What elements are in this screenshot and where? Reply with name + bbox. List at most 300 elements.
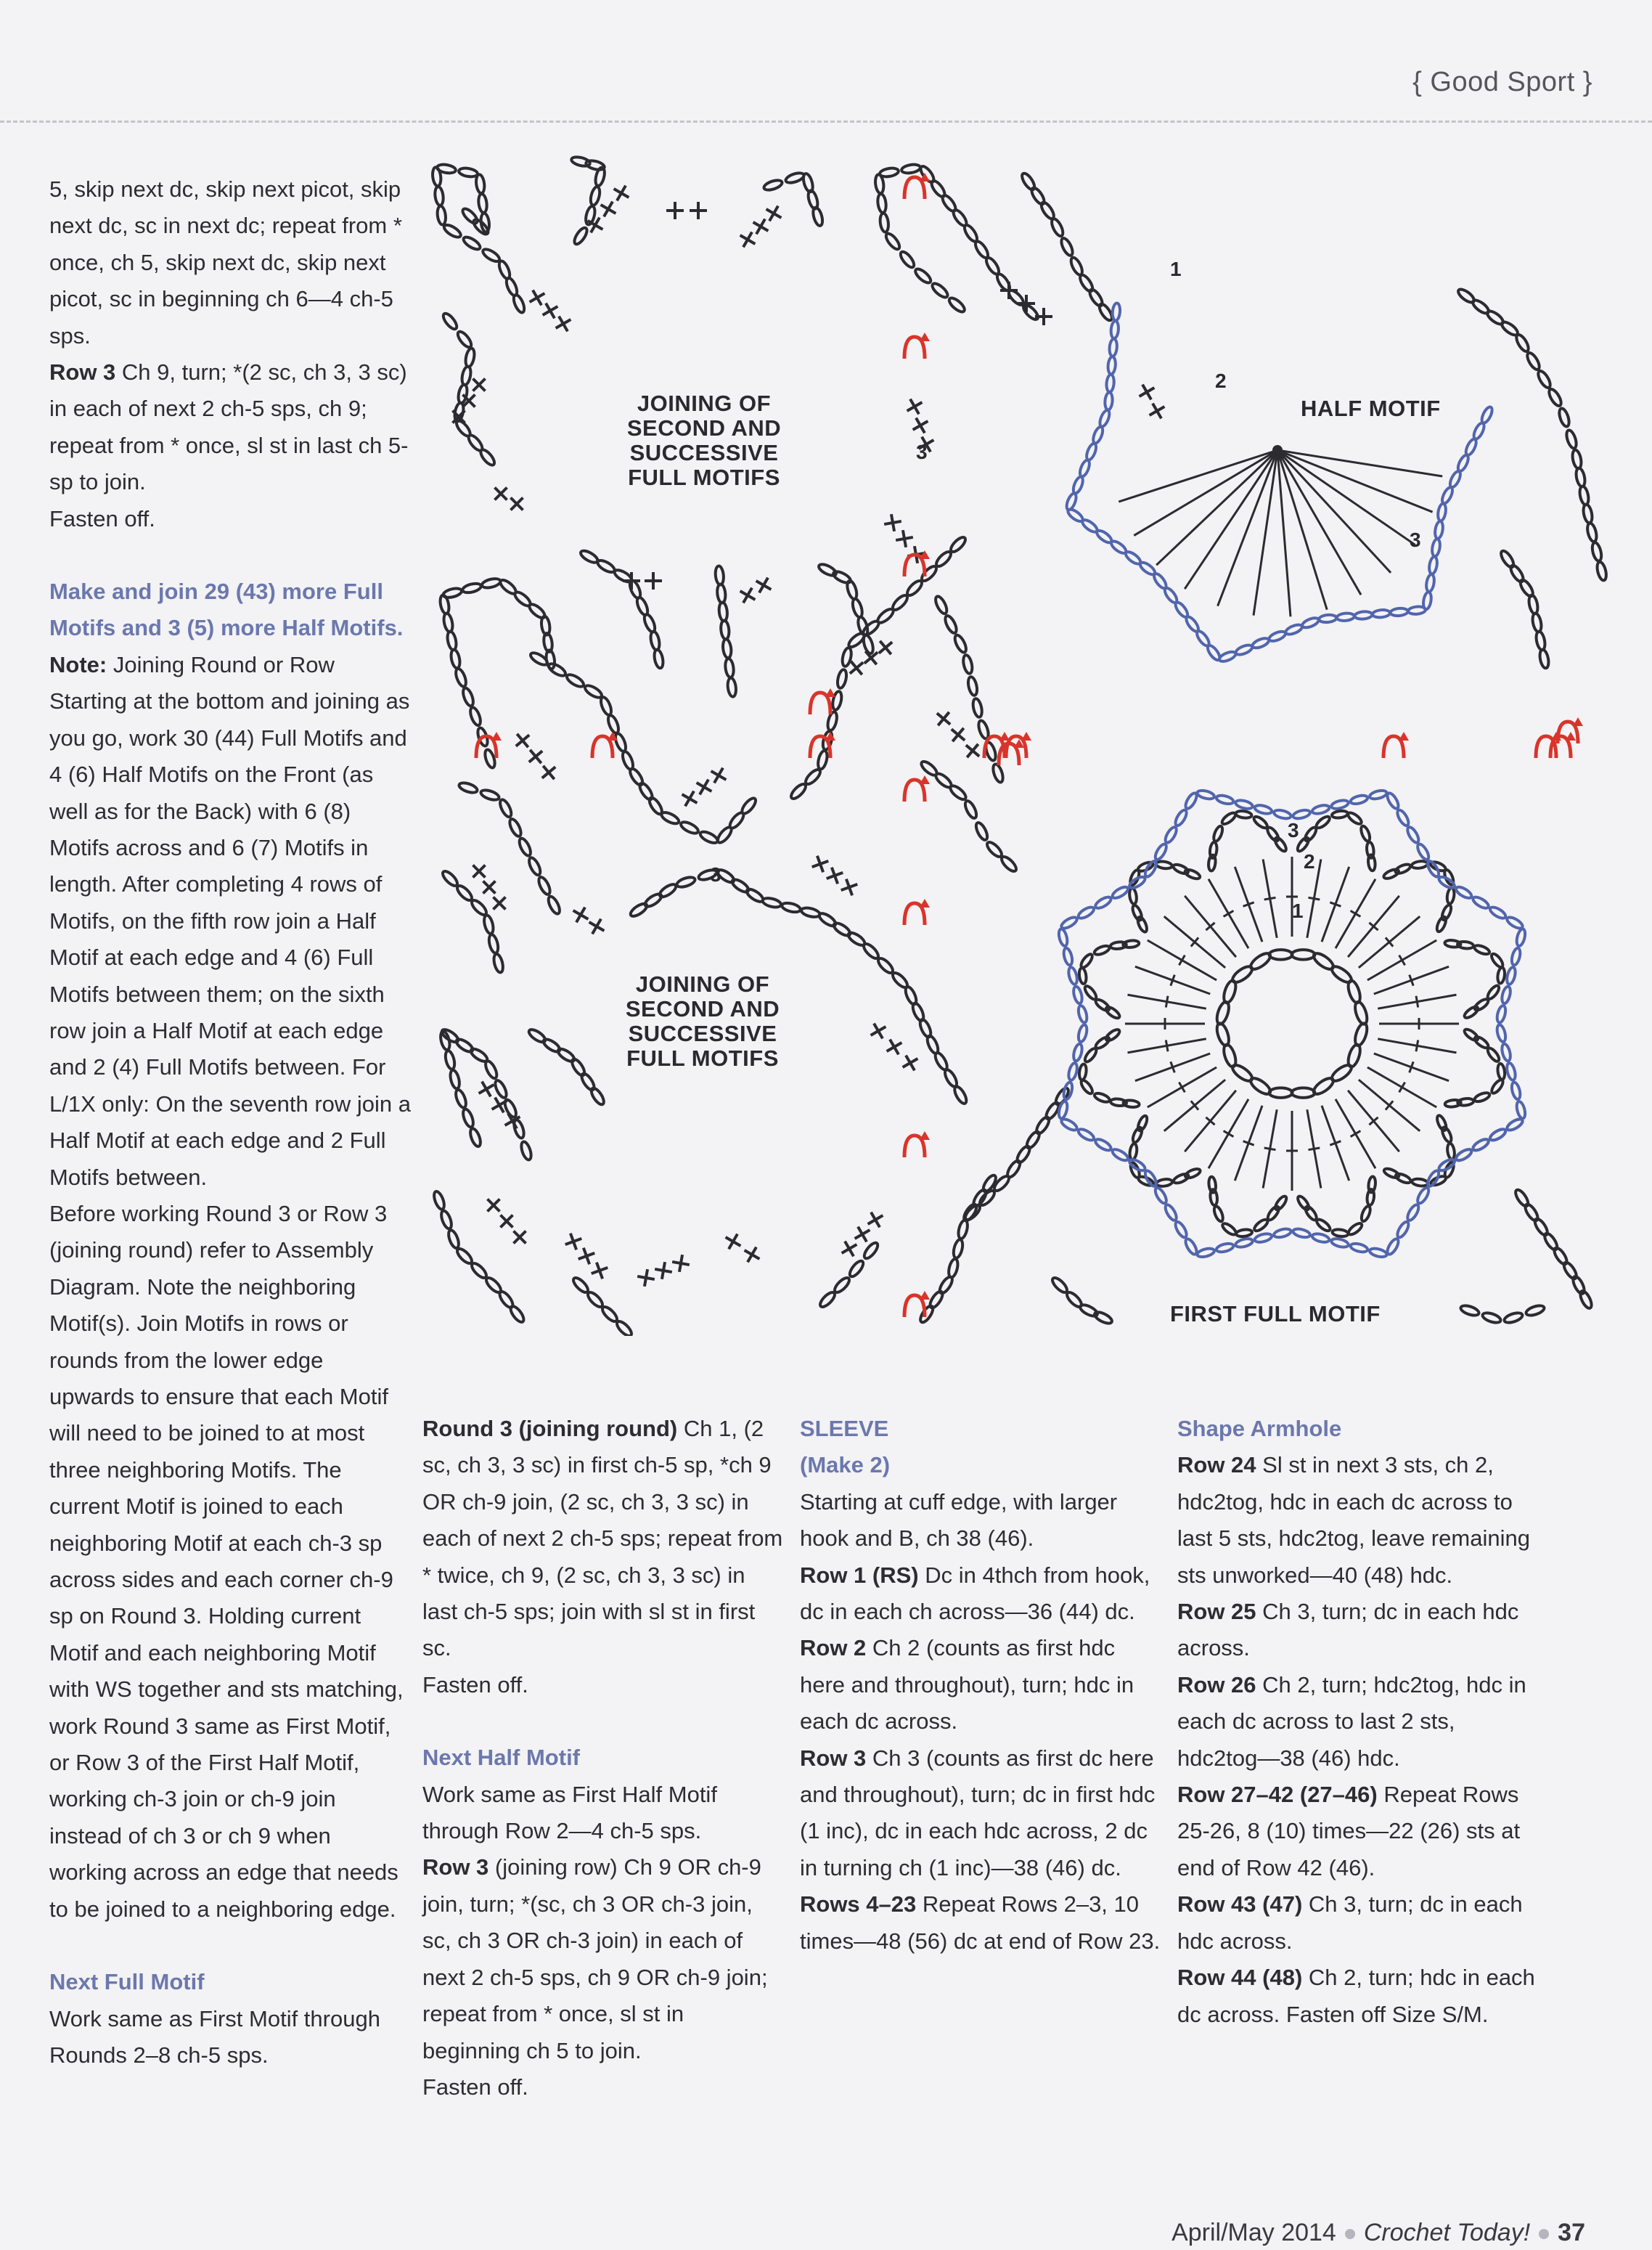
chain-stitch — [952, 1085, 968, 1105]
chain-stitch — [1500, 986, 1512, 1005]
chain-stitch — [1268, 629, 1287, 643]
chain-stitch — [606, 714, 621, 734]
chain-stitch — [952, 1239, 965, 1259]
chain-stitch — [1319, 614, 1337, 623]
chain-stitch — [1505, 1062, 1517, 1081]
chain-stitch — [699, 830, 719, 845]
chain-stitch — [947, 295, 967, 314]
chain-stitch — [1292, 1088, 1315, 1097]
chain-stitch — [1129, 1144, 1137, 1160]
chain-stitch — [1332, 1228, 1349, 1237]
chain-stitch — [468, 706, 482, 727]
dc-bar — [1309, 1148, 1320, 1150]
chain-stitch — [589, 1086, 607, 1106]
chain-stitch — [1212, 825, 1224, 842]
paragraph — [1177, 1594, 1540, 1667]
chain-stitch — [719, 602, 728, 621]
sc-mark — [903, 395, 927, 419]
center-dot — [1272, 445, 1283, 455]
row-label: Row 3 — [800, 1745, 867, 1771]
row-text: Ch 3 (counts as first dc here and throughout), turn; dc in first hdc (1 inc), dc in each hdc across, 2 dc in turning ch (1 inc)—38 (46) dc. — [800, 1745, 1156, 1880]
chain-stitch — [1516, 928, 1527, 947]
chain-stitch — [1216, 794, 1235, 806]
chain-stitch — [841, 647, 853, 667]
chain-stitch — [1254, 804, 1273, 815]
chain-stitch — [520, 1141, 533, 1161]
dc-stitch — [1277, 450, 1391, 573]
sc-mark — [563, 1231, 585, 1253]
chain-stitch — [1077, 1127, 1096, 1142]
chain-stitch — [1077, 905, 1096, 921]
chain-stitch — [432, 1190, 446, 1210]
chain-stitch — [1415, 842, 1431, 861]
chain-stitch — [1172, 1173, 1190, 1185]
chain-stitch — [461, 366, 473, 386]
chain-stitch — [1050, 1276, 1069, 1295]
chain-stitch — [943, 614, 958, 635]
chain-stitch — [481, 577, 502, 590]
chain-stitch — [801, 906, 821, 918]
chain-stitch — [891, 593, 909, 612]
chain-stitch — [455, 884, 474, 902]
chain-stitch — [716, 584, 726, 603]
chain-stitch — [442, 223, 462, 240]
chain-stitch — [846, 579, 859, 600]
chain-stitch — [1471, 1137, 1490, 1152]
chain-stitch — [1463, 1027, 1479, 1042]
sc-mark — [552, 312, 576, 336]
chain-stitch — [1434, 521, 1444, 539]
first-full-motif-label: FIRST FULL MOTIF — [1170, 1301, 1381, 1326]
chain-stitch — [947, 1258, 960, 1279]
row-label: Row 1 (RS) — [800, 1562, 919, 1588]
sc-mark — [762, 202, 786, 226]
sc-mark — [487, 891, 512, 916]
chain-stitch — [465, 348, 476, 368]
chain-stitch — [1251, 637, 1270, 650]
row-text: (joining row) Ch 9 OR ch-9 join, turn; *(sc, ch 3 OR ch-3 join, sc, ch 3 OR ch-3 join) in each of next 2 ch-5 sps, ch 9 OR ch-9 join; repeat from * once, sl st in beginning ch 5 to join. — [422, 1854, 768, 2063]
motif-joining-diagram — [414, 145, 1640, 1336]
sc-mark — [824, 865, 846, 887]
sc-mark — [931, 706, 956, 731]
chain-stitch — [1108, 356, 1116, 375]
chain-stitch — [1069, 256, 1084, 277]
diagram-label-top-line4: FULL MOTIFS — [628, 465, 780, 490]
chain-stitch — [1505, 966, 1517, 985]
chain-stitch — [1077, 1024, 1089, 1043]
paragraph — [800, 1557, 1163, 1631]
chain-stitch — [1184, 1237, 1199, 1256]
row-text: Repeat Rows 25-26, 8 (10) times—22 (26) sts at end of Row 42 (46). — [1177, 1782, 1521, 1880]
chain-stitch — [1456, 454, 1471, 473]
chain-stitch — [498, 798, 513, 818]
chain-stitch — [1514, 333, 1531, 354]
text-column-3 — [800, 1411, 1163, 1960]
chain-stitch — [1330, 799, 1349, 810]
separator-dot — [1539, 2229, 1549, 2239]
chain-stitch — [1353, 1022, 1370, 1047]
chain-stitch — [785, 171, 805, 185]
chain-stitch — [761, 897, 782, 909]
page-number: 37 — [1558, 2219, 1585, 2246]
round-number: 2 — [1215, 370, 1227, 392]
round-number: 1 — [1170, 258, 1182, 280]
chain-stitch — [1595, 561, 1608, 582]
chain-stitch — [1312, 1232, 1330, 1244]
sc-mark — [899, 1051, 923, 1075]
paragraph — [800, 1630, 1163, 1740]
chain-stitch — [461, 687, 475, 707]
chain-stitch — [1301, 616, 1320, 629]
paragraph: Before working Round 3 or Row 3 (joining round) refer to Assembly Diagram. Note the neighboring Motif(s). Join Motifs in rows or rounds from the lower edge upwards to ensure that each Motif will need to be joined to at most three neighboring Motifs. The current Motif is joined to each neighboring Motif at each ch-3 sp across sides and each corner ch-9 sp on Round 3. Holding current Motif and each neighboring Motif with WS together and sts matching, work Round 3 same as First Motif, or Row 3 of the First Half Motif, working ch-3 join or ch-9 join instead of ch 3 or ch 9 when working across an edge that needs to be joined to a neighboring edge. — [49, 1200, 404, 1922]
sc-mark — [645, 572, 662, 590]
sc-mark — [666, 202, 684, 219]
chain-stitch — [1489, 1127, 1508, 1142]
dc-bar — [1166, 996, 1168, 1008]
chain-stitch — [1212, 1205, 1224, 1223]
chain-stitch — [1106, 375, 1115, 393]
chain-stitch — [1222, 1043, 1238, 1069]
chain-stitch — [1460, 1304, 1480, 1318]
chain-stitch — [1532, 613, 1543, 633]
text-column-1 — [49, 171, 412, 2074]
chain-stitch — [450, 649, 462, 669]
sc-mark — [707, 764, 731, 788]
chain-stitch — [851, 598, 864, 618]
row-text: Sl st in next 3 sts, ch 2, hdc2tog, hdc in each dc across to last 5 sts, hdc2tog, leave remaining sts unworked—40 (48) hdc. — [1177, 1452, 1530, 1588]
chain-stitch — [1156, 1178, 1173, 1187]
half-motif — [1119, 445, 1442, 616]
chain-stitch — [1510, 1082, 1522, 1101]
chain-stitch — [1021, 303, 1040, 322]
join-arrow — [920, 333, 930, 341]
row-text: Repeat Rows 2–3, 10 times—48 (56) dc at end of Row 23. — [800, 1891, 1161, 1954]
sc-mark — [507, 1225, 532, 1250]
chain-stitch — [1093, 944, 1111, 956]
chain-stitch — [480, 788, 500, 802]
header-divider — [0, 121, 1652, 123]
paragraph: Fasten off. — [422, 2074, 528, 2100]
chain-stitch — [720, 620, 729, 640]
join-arrow — [1566, 732, 1576, 741]
sc-mark — [477, 875, 502, 900]
dc-bar — [1416, 1040, 1418, 1052]
chain-stitch — [527, 856, 542, 876]
chain-stitch — [1072, 1043, 1084, 1062]
chain-stitch — [1131, 904, 1143, 921]
sc-mark — [1000, 282, 1018, 299]
chain-stitch — [458, 781, 478, 795]
chain-stitch — [1428, 556, 1439, 574]
chain-stitch — [1505, 1117, 1524, 1133]
chain-stitch — [1369, 789, 1388, 801]
dc-stitch — [1277, 450, 1327, 610]
chain-stitch — [1578, 1289, 1593, 1310]
chain-stitch — [1136, 1114, 1148, 1132]
section-heading: Shape Armhole — [1177, 1416, 1342, 1441]
chain-stitch — [763, 179, 783, 192]
row-label: Row 3 — [422, 1854, 489, 1880]
chain-stitch — [565, 672, 586, 689]
chain-stitch — [1153, 842, 1169, 861]
chain-stitch — [1174, 1220, 1189, 1239]
paragraph: Fasten off. — [49, 505, 155, 531]
half-motif-label: HALF MOTIF — [1301, 396, 1441, 421]
chain-stitch — [817, 750, 829, 770]
chain-stitch — [512, 293, 526, 314]
sc-mark — [946, 722, 970, 747]
chain-stitch — [454, 1088, 467, 1109]
chain-stitch — [740, 796, 758, 816]
row-label: Row 2 — [800, 1635, 867, 1661]
chain-stitch — [884, 232, 902, 251]
row-text: Ch 2, turn; hdc2tog, hdc in each dc across to last 2 sts, hdc2tog—38 (46) hdc. — [1177, 1671, 1526, 1771]
chain-stitch — [1582, 504, 1594, 524]
chain-stitch — [439, 1210, 453, 1230]
chain-stitch — [1369, 1247, 1388, 1259]
paragraph — [800, 1886, 1163, 1960]
join-arrow — [920, 1291, 930, 1300]
chain-stitch — [1077, 1005, 1089, 1024]
chain-stitch — [462, 582, 482, 595]
chain-stitch — [1112, 303, 1121, 321]
chain-stitch — [1408, 606, 1426, 615]
chain-stitch — [468, 1128, 482, 1148]
dc-stitch — [1134, 450, 1277, 536]
chain-stitch — [1292, 1228, 1311, 1239]
chain-stitch — [1050, 217, 1065, 237]
full-motif — [1079, 810, 1506, 1238]
chain-stitch — [658, 882, 678, 900]
chain-stitch — [1336, 613, 1354, 621]
chain-stitch — [1312, 804, 1330, 815]
chain-stitch — [727, 677, 737, 697]
chain-stitch — [1471, 895, 1490, 910]
row-text: Ch 2, turn; hdc in each dc across. Fasten off Size S/M. — [1177, 1965, 1535, 2027]
chain-stitch — [589, 186, 602, 206]
chain-stitch — [1383, 1167, 1400, 1179]
red-join-arrows — [476, 173, 1583, 1317]
chain-stitch — [1455, 1147, 1473, 1162]
chain-stitch — [1065, 492, 1078, 511]
chain-stitch — [458, 167, 478, 178]
paragraph — [1177, 1447, 1540, 1594]
chain-stitch — [1235, 643, 1254, 656]
chain-stitch — [963, 1203, 982, 1222]
chain-stitch — [1094, 1035, 1111, 1050]
chain-stitch — [1426, 574, 1436, 592]
chain-stitch — [1528, 595, 1539, 615]
row-text: Dc in 4thch from hook, dc in each ch across—36 (44) dc. — [800, 1562, 1150, 1625]
chain-stitch — [507, 818, 523, 838]
chain-stitch — [1497, 1063, 1505, 1080]
note-text: Joining Round or Row Starting at the bottom and joining as you go, work 30 (44) Full Motifs and 4 (6) Half Motifs on the Front (as well as for the Back) with 6 (8) Motifs across and 6 (7) Motifs in length. After completing 4 rows of Motifs, on the fifth row join a Half Motif at each edge and 4 (6) Full Motifs between them; on the sixth row join a Half Motif at each edge and 2 (4) Full Motifs between. For L/1X only: On the seventh row join a Half Motif at each edge and 2 Full Motifs between. — [49, 651, 412, 1190]
paragraph — [422, 1849, 785, 2068]
sc-mark — [576, 1245, 598, 1268]
chain-stitch — [913, 266, 933, 285]
chain-stitch — [1156, 860, 1172, 869]
chain-stitch — [444, 1050, 457, 1070]
chain-stitch — [650, 631, 661, 651]
chain-stitch — [1500, 1043, 1512, 1062]
dc-stitch — [1156, 450, 1277, 565]
chain-stitch — [1296, 1194, 1310, 1211]
dc-stitch — [1277, 450, 1361, 595]
sc-mark — [671, 1253, 691, 1273]
row-label: Round 3 (joining round) — [422, 1416, 678, 1441]
chain-stitch — [953, 634, 968, 654]
round-number: 1 — [1292, 900, 1304, 922]
sc-mark — [749, 215, 773, 239]
chain-stitch — [443, 613, 454, 633]
chain-stitch — [1060, 916, 1079, 931]
chain-stitch — [876, 956, 895, 975]
chain-stitch — [586, 1290, 605, 1309]
chain-stitch — [1111, 885, 1129, 900]
row-text: Ch 9, turn; *(2 sc, ch 3, 3 sc) in each of next 2 ch-5 sps, ch 9; repeat from * once, sl st in last ch 5-sp to join. — [49, 359, 409, 495]
note-label: Note: — [49, 651, 107, 677]
chain-stitch — [949, 783, 968, 802]
diagram-label-mid-line4: FULL MOTIFS — [626, 1045, 779, 1071]
diagram-label-top-line1: JOINING OF — [637, 391, 772, 416]
chain-stitch — [449, 1069, 461, 1090]
chain-stitch — [1104, 1005, 1121, 1019]
paragraph: Starting at cuff edge, with larger hook and B, ch 38 (46). — [800, 1488, 1118, 1552]
chain-stitch — [1350, 1242, 1369, 1254]
chain-stitch — [1473, 998, 1490, 1012]
chain-stitch — [949, 535, 968, 554]
chain-stitch — [1071, 476, 1084, 494]
chain-stitch — [461, 1108, 475, 1128]
chain-stitch — [481, 247, 502, 264]
chain-stitch — [934, 550, 953, 568]
chain-stitch — [1455, 885, 1473, 900]
chain-stitch — [1565, 429, 1579, 449]
chain-stitch — [1083, 985, 1098, 1001]
chain-stitch — [660, 810, 680, 826]
chain-stitch — [833, 1276, 851, 1295]
sc-mark — [883, 513, 903, 533]
chain-stitch — [1575, 468, 1587, 488]
chain-stitch — [905, 579, 924, 598]
row-label: Row 25 — [1177, 1599, 1256, 1625]
chain-stitch — [446, 1229, 460, 1250]
row-label: Row 24 — [1177, 1452, 1256, 1478]
join-arrow — [1399, 732, 1409, 741]
section-heading: Next Half Motif — [422, 1745, 580, 1771]
diagram-label-top-line3: SUCCESSIVE — [629, 440, 779, 465]
chain-stitch — [1481, 1311, 1502, 1325]
chain-stitch — [985, 840, 1004, 859]
dc-bar — [1264, 897, 1276, 900]
join-arrow — [920, 1131, 930, 1140]
sc-mark — [851, 1223, 875, 1247]
chain-stitch — [1164, 826, 1179, 844]
dc-bar — [1264, 1148, 1276, 1150]
chain-stitch — [1221, 1222, 1238, 1237]
chain-stitch — [1510, 947, 1522, 966]
chain-stitch — [1353, 1000, 1370, 1026]
round-number: 2 — [1304, 850, 1315, 873]
join-arrow — [1021, 732, 1031, 741]
chain-stitch — [967, 676, 978, 696]
row-label: Rows 4–23 — [800, 1891, 917, 1917]
section-heading: SLEEVE — [800, 1416, 889, 1441]
chain-stitch — [454, 667, 467, 688]
paragraph: Work same as First Half Motif through Row 2—4 ch-5 sps. — [422, 1781, 717, 1844]
chain-stitch — [1503, 1311, 1524, 1325]
chain-stitch — [826, 711, 838, 731]
chain-stitch — [441, 311, 459, 331]
sc-mark — [653, 1260, 674, 1281]
chain-stitch — [1448, 470, 1463, 489]
chain-stitch — [1078, 459, 1091, 478]
chain-stitch — [1164, 1203, 1179, 1222]
chain-stitch — [1098, 409, 1111, 428]
chain-stitch — [462, 235, 482, 251]
dc-stitch — [1277, 450, 1442, 476]
row-label: Row 44 (48) — [1177, 1965, 1303, 1991]
sc-mark — [494, 1209, 519, 1234]
chain-stitch — [676, 876, 696, 889]
chain-stitch — [1447, 1143, 1455, 1159]
row-label: Row 3 — [49, 359, 116, 386]
chain-stitch — [1516, 1101, 1527, 1120]
chain-stitch — [478, 448, 496, 468]
chain-stitch — [615, 1319, 634, 1336]
chain-stitch — [571, 1276, 590, 1295]
chain-stitch — [933, 595, 949, 615]
chain-stitch — [1079, 968, 1087, 985]
dc-bar — [1416, 996, 1418, 1008]
sc-mark — [526, 286, 549, 310]
chain-stitch — [653, 649, 665, 669]
chain-stitch — [1411, 860, 1428, 869]
chain-stitch — [1253, 1218, 1269, 1233]
chain-stitch — [862, 634, 875, 654]
magazine-name: Crochet Today! — [1363, 2219, 1531, 2246]
sc-mark — [736, 584, 760, 608]
chain-stitch — [1083, 1047, 1098, 1064]
chain-stitch — [1473, 1091, 1491, 1104]
chain-stitch — [441, 869, 459, 888]
chain-stitch — [1373, 609, 1391, 618]
chain-stitch — [1273, 836, 1288, 853]
chain-stitch — [722, 639, 732, 659]
join-arrow — [825, 688, 835, 697]
paragraph: Fasten off. — [422, 1671, 528, 1697]
chain-stitch — [436, 205, 446, 225]
chain-stitch — [1547, 388, 1563, 408]
chain-stitch — [1304, 1205, 1318, 1222]
chain-stitch — [547, 895, 562, 916]
dc-bar — [1166, 1040, 1168, 1052]
chain-stitch — [1535, 631, 1547, 651]
chain-stitch — [1330, 1237, 1349, 1249]
chain-stitch — [1395, 809, 1410, 828]
diagram-label-top-line2: SECOND AND — [626, 415, 782, 441]
chain-stitch — [475, 174, 486, 194]
chain-stitch — [536, 876, 552, 896]
chain-stitch — [848, 1259, 866, 1279]
chain-stitch — [1266, 826, 1280, 842]
chain-stitch — [492, 953, 504, 974]
sc-mark — [692, 775, 716, 799]
chain-stitch — [1235, 799, 1254, 810]
sc-mark — [736, 228, 760, 252]
sc-mark — [883, 1035, 907, 1059]
diagram-label-mid-line3: SUCCESSIVE — [628, 1021, 777, 1046]
